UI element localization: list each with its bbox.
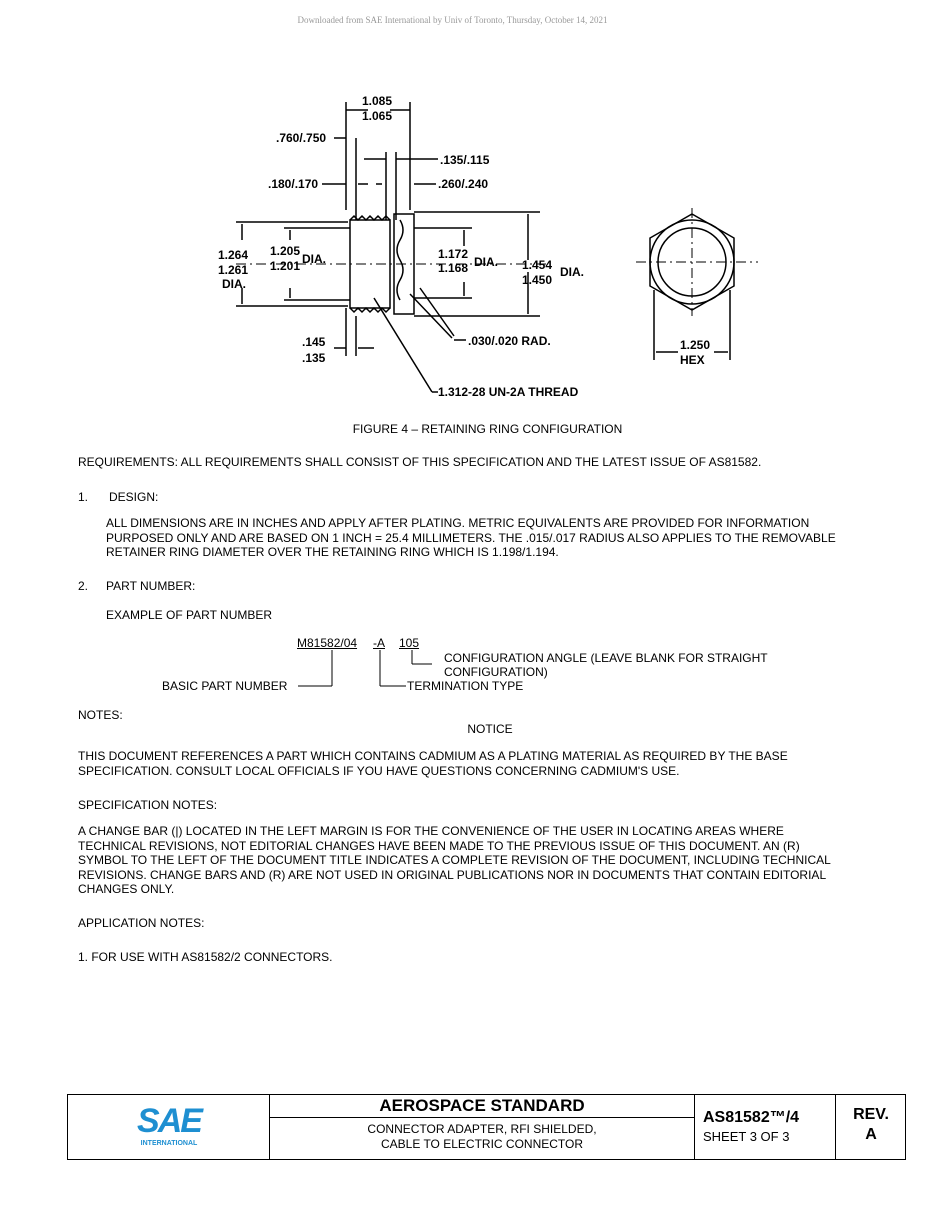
- design-text: ALL DIMENSIONS ARE IN INCHES AND APPLY AFTER PLATING. METRIC EQUIVALENTS ARE PROVIDED FOR INFORMATION PURPOSED ONLY AND ARE BASED ON 1 INCH = 25.4 MILLIMETERS. THE .015/.017 RADIUS ALSO APPLIES TO THE REMOVABLE RETAINER RING DIAMETER OVER THE RETAINING RING WHICH IS 1.198/1.194.: [106, 516, 836, 559]
- sheet-number: SHEET 3 OF 3: [703, 1129, 790, 1144]
- configuration-code: 105: [399, 636, 420, 650]
- title-block: [67, 1094, 906, 1160]
- sae-logo: [68, 1095, 270, 1159]
- svg-text:INTERNATIONAL: INTERNATIONAL: [140, 1140, 198, 1147]
- document-number: AS81582™/4: [703, 1109, 800, 1126]
- spec-notes-text: A CHANGE BAR (|) LOCATED IN THE LEFT MARGIN IS FOR THE CONVENIENCE OF THE USER IN LOCATING AREAS WHERE TECHNICAL REVISIONS, NOT EDITORIAL CHANGES HAVE BEEN MADE TO THE PREVIOUS ISSUE OF THIS DOCUMENT. AN (R) SYMBOL TO THE LEFT OF THE DOCUMENT TITLE INDICATES A COMPLETE REVISION OF THE DOCUMENT, INCLUDING TECHNICAL REVISIONS. CHANGE BARS AND (R) ARE NOT USED IN ORIGINAL PUBLICATIONS NOR IN DOCUMENTS THAT CONTAIN EDITORIAL CHANGES ONLY.: [78, 824, 831, 896]
- dim-label: 1.454: [522, 258, 553, 272]
- termination-type-label: TERMINATION TYPE: [407, 679, 524, 693]
- title-cell: [270, 1095, 695, 1159]
- dim-label: .145: [302, 335, 326, 349]
- part-number-example: EXAMPLE OF PART NUMBER: [106, 608, 273, 622]
- retaining-ring-drawing: [210, 90, 770, 410]
- download-notice: Downloaded from SAE International by Univ of Toronto, Thursday, October 14, 2021: [297, 15, 608, 25]
- design-heading: DESIGN:: [109, 490, 159, 504]
- dim-label: 1.172: [438, 247, 469, 261]
- application-notes-heading: APPLICATION NOTES:: [78, 916, 205, 930]
- dim-label: DIA.: [302, 252, 326, 266]
- svg-text:SAE: SAE: [137, 1102, 201, 1140]
- dim-label: .260/.240: [438, 177, 489, 191]
- dim-label: 1.085: [362, 94, 393, 108]
- dim-label: .180/.170: [268, 177, 319, 191]
- application-note-1: 1. FOR USE WITH AS81582/2 CONNECTORS.: [78, 950, 333, 964]
- standard-title: AEROSPACE STANDARD: [270, 1095, 694, 1118]
- doc-number-cell: [695, 1095, 836, 1159]
- dim-label: HEX: [680, 353, 705, 367]
- basic-part-number-label: BASIC PART NUMBER: [162, 679, 288, 693]
- dim-label: 1.250: [680, 338, 711, 352]
- dim-label: 1.065: [362, 109, 393, 123]
- dim-label: DIA.: [474, 255, 498, 269]
- design-number: 1.: [78, 490, 89, 504]
- dim-label: 1.205: [270, 244, 301, 258]
- requirements: REQUIREMENTS: ALL REQUIREMENTS SHALL CONSIST OF THIS SPECIFICATION AND THE LATEST ISSUE OF AS81582.: [78, 455, 762, 469]
- dim-label: 1.168: [438, 261, 469, 275]
- dim-label: .135: [302, 351, 326, 365]
- revision-cell: [836, 1095, 906, 1159]
- dim-label: .760/.750: [276, 131, 327, 145]
- revision: REV. A: [853, 1106, 889, 1143]
- notice-text: THIS DOCUMENT REFERENCES A PART WHICH CONTAINS CADMIUM AS A PLATING MATERIAL AS REQUIRED BY THE BASE SPECIFICATION. CONSULT LOCAL OFFICIALS IF YOU HAVE QUESTIONS CONCERNING CADMIUM'S USE.: [78, 749, 788, 778]
- dim-label: 1.201: [270, 259, 301, 273]
- spec-notes-heading: SPECIFICATION NOTES:: [78, 798, 218, 812]
- dim-label: 1.312-28 UN-2A THREAD: [438, 385, 579, 399]
- logo-cell: [68, 1095, 270, 1159]
- termination-suffix: -A: [373, 636, 385, 650]
- part-number-number: 2.: [78, 579, 89, 593]
- dim-label: DIA.: [222, 277, 246, 291]
- dim-label: 1.261: [218, 263, 249, 277]
- figure-caption: FIGURE 4 – RETAINING RING CONFIGURATION: [352, 422, 623, 436]
- notice-heading: NOTICE: [467, 722, 513, 736]
- notes-heading: NOTES:: [78, 708, 123, 722]
- dim-label: .030/.020 RAD.: [468, 334, 551, 348]
- document-subtitle: CONNECTOR ADAPTER, RFI SHIELDED, CABLE TO ELECTRIC CONNECTOR: [367, 1122, 597, 1151]
- configuration-angle-label: CONFIGURATION ANGLE (LEAVE BLANK FOR STRAIGHT CONFIGURATION): [444, 651, 768, 679]
- dim-label: 1.450: [522, 273, 553, 287]
- dim-label: .135/.115: [440, 153, 490, 167]
- basic-part-number: M81582/04: [297, 636, 358, 650]
- dim-label: 1.264: [218, 248, 249, 262]
- dim-label: DIA.: [560, 265, 584, 279]
- part-number-heading: PART NUMBER:: [106, 579, 196, 593]
